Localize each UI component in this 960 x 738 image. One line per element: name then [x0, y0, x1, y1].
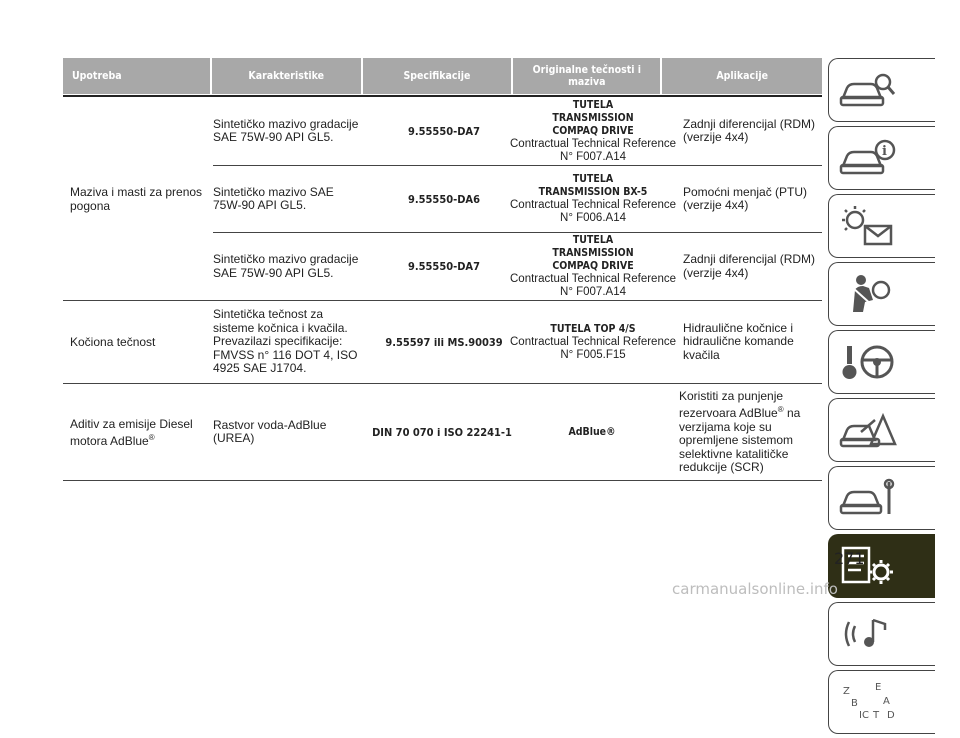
header-applications: Aplikacije	[662, 58, 822, 94]
table-group	[63, 97, 822, 301]
usage-cell	[63, 384, 213, 480]
tab-multimedia[interactable]	[828, 602, 935, 666]
table-row	[213, 301, 822, 383]
fluids-table	[63, 58, 822, 481]
tab-car-search[interactable]	[828, 58, 935, 122]
fluid-cell	[510, 234, 676, 299]
fluid-cell	[510, 99, 676, 164]
svg-text:B: B	[851, 698, 858, 709]
fluid-name: TUTELA TRANSMISSION COMPAQ DRIVE	[552, 98, 634, 137]
car-search-icon	[839, 68, 897, 112]
car-info-icon	[839, 136, 897, 180]
application-cell: Zadnji diferencijal (RDM) (verzije 4x4)	[683, 116, 816, 144]
tab-warning-lights[interactable]	[828, 194, 935, 258]
registered-mark: ®	[777, 405, 784, 414]
application-cell: Pomoćni menjač (PTU) (verzije 4x4)	[683, 184, 808, 212]
spec-cell: 9.55597 ili MS.90039	[385, 335, 503, 349]
key-steering-icon	[839, 340, 897, 384]
multimedia-icon	[839, 612, 897, 656]
warning-lights-icon	[839, 204, 897, 248]
tab-breakdown[interactable]	[828, 398, 935, 462]
svg-text:E: E	[875, 682, 882, 693]
fluid-name: TUTELA TRANSMISSION COMPAQ DRIVE	[552, 234, 634, 272]
usage-cell: Maziva i masti za prenos pogona	[70, 184, 203, 213]
svg-text:T: T	[873, 710, 880, 721]
breakdown-icon	[839, 408, 897, 452]
application-cell: Hidraulične kočnice i hidraulične komande kvačila	[683, 320, 794, 362]
application-text-cont: na verzijama koje su opremljene sistemom selektivne katalitičke redukcije (SCR)	[679, 406, 801, 474]
spec-cell: 9.55550-DA7	[408, 260, 480, 273]
fluid-reference: Contractual Technical Reference N° F007.A14	[510, 137, 676, 163]
table-row	[213, 97, 822, 166]
svg-text:Z: Z	[843, 686, 850, 697]
svg-text:A: A	[883, 696, 890, 707]
fluid-reference: Contractual Technical Reference N° F006.A14	[510, 199, 676, 224]
fluid-cell	[510, 173, 676, 225]
table-row	[213, 384, 822, 480]
application-cell	[672, 390, 822, 475]
table-header	[63, 58, 822, 94]
svg-text:D: D	[887, 710, 895, 721]
svg-text:IC: IC	[859, 710, 869, 721]
header-characteristics: Karakteristike	[212, 58, 361, 94]
table-row	[213, 233, 822, 300]
application-cell: Zadnji diferencijal (RDM) (verzije 4x4)	[683, 252, 816, 280]
characteristics-cell: Sintetičko mazivo gradacije SAE 75W-90 API GL5.	[213, 252, 359, 280]
header-original-fluids: Originalne tečnosti i maziva	[513, 58, 660, 94]
index-icon	[839, 680, 897, 724]
fluid-reference: Contractual Technical Reference N° F007.A14	[510, 273, 676, 298]
characteristics-cell: Sintetička tečnost za sisteme kočnica i kvačila. Prevazilazi specifikacije: FMVSS n° 116 DOT 4, ISO 4925 SAE J1704.	[213, 307, 358, 376]
table-group	[63, 301, 822, 384]
fluid-name: AdBlue®	[568, 425, 616, 438]
page-number: 271	[834, 549, 865, 568]
header-specifications: Specifikacije	[363, 58, 512, 94]
usage-cell: Kočiona tečnost	[70, 335, 156, 349]
fluid-reference: Contractual Technical Reference N° F005.F15	[510, 335, 676, 361]
car-service-icon	[839, 476, 897, 520]
characteristics-cell: Sintetičko mazivo SAE 75W-90 API GL5.	[213, 184, 334, 212]
tab-car-info[interactable]	[828, 126, 935, 190]
fluid-name: TUTELA TOP 4/S	[550, 322, 636, 335]
table-group	[63, 384, 822, 481]
spec-cell: 9.55550-DA6	[408, 192, 480, 206]
usage-text: Aditiv za emisije Diesel motora AdBlue	[70, 416, 193, 448]
characteristics-cell: Sintetičko mazivo gradacije SAE 75W-90 API GL5.	[213, 116, 359, 144]
seatbelt-airbag-icon	[839, 272, 897, 316]
table-row	[213, 166, 822, 233]
tab-seatbelt-airbag[interactable]	[828, 262, 935, 326]
tab-key-steering[interactable]	[828, 330, 935, 394]
tab-car-service[interactable]	[828, 466, 935, 530]
spec-cell: DIN 70 070 i ISO 22241-1	[372, 425, 512, 439]
application-text: Koristiti za punjenje rezervoara AdBlue	[679, 388, 784, 420]
tab-index[interactable]	[828, 670, 935, 734]
header-usage: Upotreba	[63, 58, 210, 94]
fluid-cell	[510, 323, 676, 362]
fluid-cell	[512, 426, 672, 439]
svg-text:i: i	[882, 144, 887, 159]
registered-mark: ®	[148, 432, 155, 442]
characteristics-cell: Rastvor voda-AdBlue (UREA)	[213, 417, 327, 445]
fluid-name: TUTELA TRANSMISSION BX-5	[538, 173, 648, 198]
section-tabs	[828, 58, 935, 738]
watermark: carmanualsonline.info	[672, 580, 838, 598]
spec-cell: 9.55550-DA7	[408, 124, 480, 138]
